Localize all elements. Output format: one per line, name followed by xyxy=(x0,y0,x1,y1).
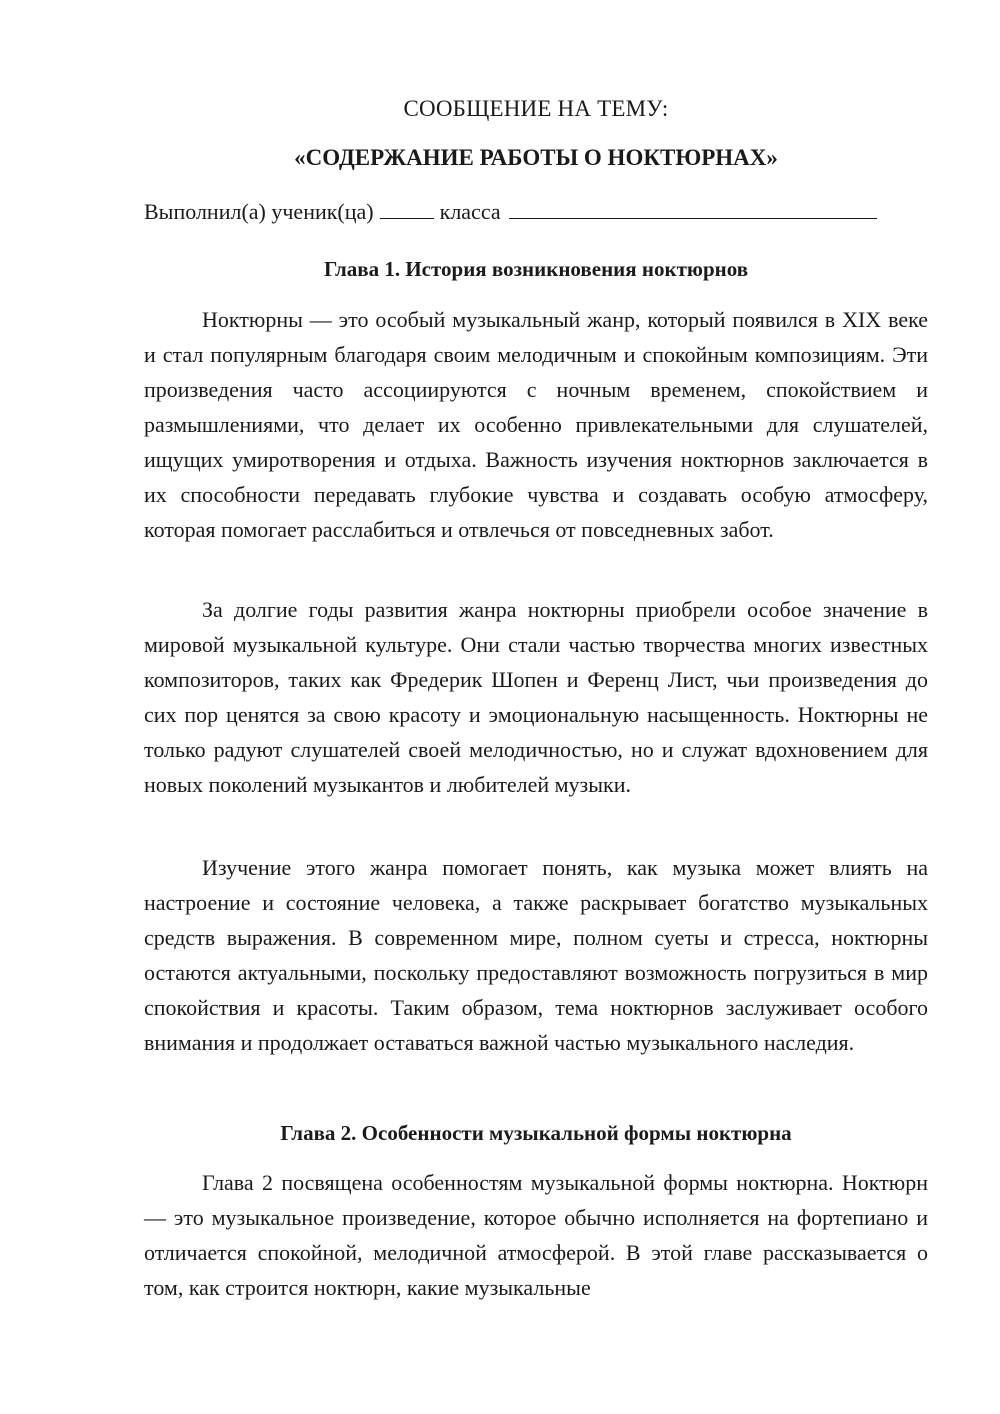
chapter-2-paragraph-1: Глава 2 посвящена особенностям музыкальной формы ноктюрна. Ноктюрн — это музыкальное произведение, которое обычно исполняется на фортепиано и отличается спокойной, мелодичной атмосферой. В этой главе рассказывается о том, как строится ноктюрн, какие музыкальные xyxy=(144,1170,928,1300)
performed-by-label: Выполнил(а) ученик(ца) xyxy=(144,199,374,224)
class-number-blank xyxy=(380,198,434,219)
chapter-1-paragraph-1: Ноктюрны — это особый музыкальный жанр, который появился в XIX веке и стал популярным благодаря своим мелодичным и спокойным композициям. Эти произведения часто ассоциируются с ночным временем, спокойствием и размышлениями, что делает их особенно привлекательными для слушателей, ищущих умиротворения и отдыха. Важность изучения ноктюрнов заключается в их способности передавать глубокие чувства и создавать особую атмосферу, которая помогает расслабиться и отвлечься от повседневных забот. xyxy=(144,307,928,542)
class-label: класса xyxy=(439,199,501,224)
document-title: СООБЩЕНИЕ НА ТЕМУ: xyxy=(403,96,669,121)
student-name-blank xyxy=(509,198,877,219)
chapter-1-paragraph-2: За долгие годы развития жанра ноктюрны приобрели особое значение в мировой музыкальной культуре. Они стали частью творчества многих известных композиторов, таких как Фредерик Шопен и Ференц Лист, чьи произведения до сих пор ценятся за свою красоту и эмоциональную насыщенность. Ноктюрны не только радуют слушателей своей мелодичностью, но и служат вдохновением для новых поколений музыкантов и любителей музыки. xyxy=(144,597,928,797)
chapter-1-paragraph-3: Изучение этого жанра помогает понять, как музыка может влиять на настроение и состояние человека, а также раскрывает богатство музыкальных средств выражения. В современном мире, полном суеты и стресса, ноктюрны остаются актуальными, поскольку предоставляют возможность погрузиться в мир спокойствия и красоты. Таким образом, тема ноктюрнов заслуживает особого внимания и продолжает оставаться важной частью музыкального наследия. xyxy=(144,855,928,1055)
document-subtitle: «СОДЕРЖАНИЕ РАБОТЫ О НОКТЮРНАХ» xyxy=(294,145,778,170)
chapter-2-heading: Глава 2. Особенности музыкальной формы ноктюрна xyxy=(280,1121,792,1145)
author-line xyxy=(144,197,928,227)
chapter-1-heading: Глава 1. История возникновения ноктюрнов xyxy=(323,257,749,281)
